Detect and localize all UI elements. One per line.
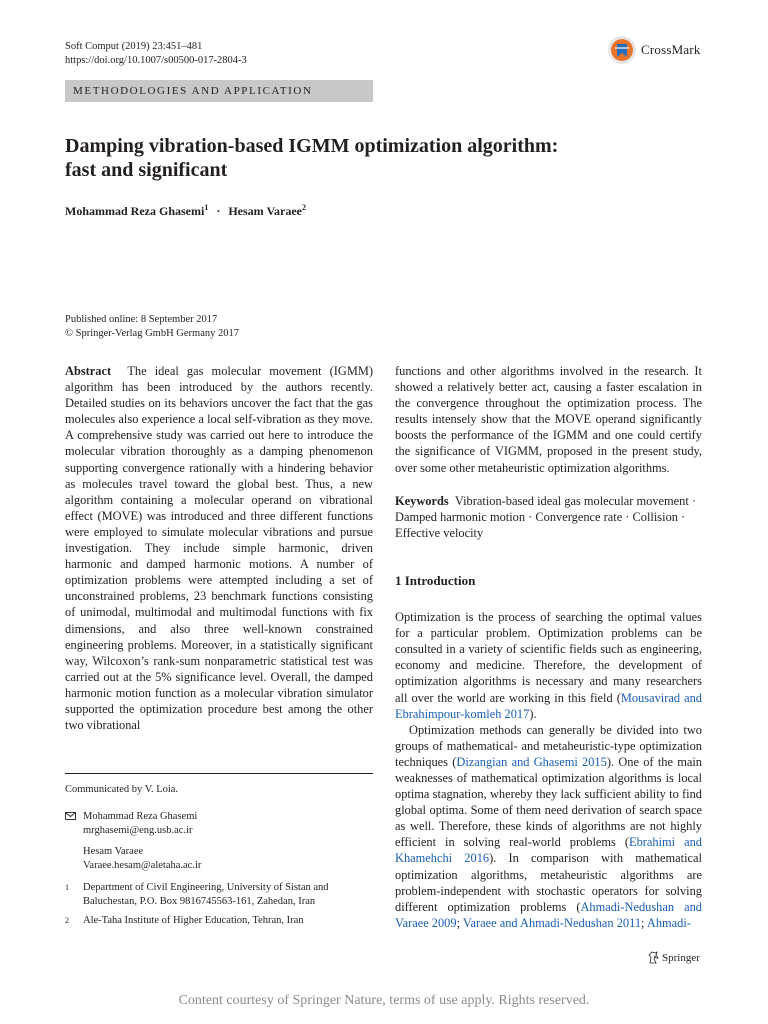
affiliation-marker: 2 <box>302 203 306 212</box>
paragraph-text: Optimization methods can generally be divided into two groups of mathematical- and metaheuristic-type optimization techniques ( <box>395 722 702 769</box>
title-line-2: fast and significant <box>65 159 228 181</box>
crossmark-label: CrossMark <box>641 42 701 57</box>
citation-link[interactable]: Ahmadi-Nedushan and Varaee 2009 <box>395 899 702 930</box>
abstract-text: The ideal gas molecular movement (IGMM) algorithm has been introduced by the authors recently. Detailed studies on its behaviors uncover the fact that the gas molecules also experience a local self-vibration as they move. A comprehensive study was carried out here to introduce the molecular vibration thoroughly as a damping phenomenon supporting convergence rationally with a hindering behavior as molecules travel toward the global best. Thus, a new algorithm containing a molecular operand on vibrational effect (MOVE) was introduced and three different functions were employed to simulate molecular vibrations and pursue investigation. They include simple harmonic, driven harmonic and damped harmonic motions. A number of optimization problems were attempted including a set of unconstrained problems, 23 benchmark functions consisting of unimodal, multimodal and multimodal functions with fix dimensions, and also three well-known constrained engineering problems. Moreover, in a statistically significant way, Wilcoxon’s rank-sum nonparametric statistical test was carried out at the 5% significance level. Overall, the damped harmonic motion function as a molecular vibration simulator supported the optimization procedure best among the other two vibrational <box>65 364 373 733</box>
citation-link[interactable]: Varaee and Ahmadi-Nedushan 2011 <box>462 915 642 930</box>
paragraph-text: Optimization is the process of searching the optimal values for a particular problem. Optimization problems can be consulted in a variety of scientific fields such as engineering, economy and medicine. Therefore, the development of optimization algorithms is necessary and many researchers all over the world are working in this field ( <box>395 610 702 705</box>
abstract <box>65 363 373 733</box>
keywords <box>395 493 702 541</box>
keywords-label: Keywords <box>395 493 449 508</box>
contact-entry <box>65 810 373 838</box>
paragraph-text: ). <box>529 706 537 721</box>
author-name[interactable]: Mohammad Reza Ghasemi <box>65 204 205 218</box>
section-heading-introduction: 1 Introduction <box>395 572 476 588</box>
copyright-notice: © Springer-Verlag GmbH Germany 2017 <box>65 328 239 339</box>
section-banner: METHODOLOGIES AND APPLICATION <box>65 80 373 102</box>
paper-title <box>65 134 685 182</box>
footnote-divider <box>65 773 373 774</box>
citation-link[interactable]: Ebrahimi and Khamehchi 2016 <box>395 835 702 866</box>
contact-name: Mohammad Reza Ghasemi <box>83 811 198 822</box>
affiliation-marker: 1 <box>204 203 209 212</box>
author-name[interactable]: Hesam Varaee <box>228 204 302 218</box>
courtesy-notice: Content courtesy of Springer Nature, terms of use apply. Rights reserved. <box>178 993 590 1008</box>
springer-horse-icon <box>648 951 659 964</box>
affiliation-text: Ale-Taha Institute of Higher Education, Tehran, Iran <box>83 915 304 926</box>
abstract-label: Abstract <box>65 364 112 378</box>
citation-separator: ; <box>456 915 463 930</box>
crossmark-badge[interactable] <box>607 32 712 68</box>
journal-info <box>65 40 247 68</box>
published-date: Published online: 8 September 2017 <box>65 314 218 325</box>
citation-link[interactable]: Mousavirad and Ebrahimpour-komleh 2017 <box>395 690 702 721</box>
affiliation-number: 2 <box>65 916 69 925</box>
paragraph-text: ). In comparison with mathematical optimization algorithms, metaheuristic algorithms are problem-independent with stochastic operators for solving different optimization problems ( <box>395 851 702 914</box>
contact-name: Hesam Varaee <box>83 846 144 857</box>
intro-paragraph-2 <box>395 722 702 931</box>
citation-link[interactable]: Dizangian and Ghasemi 2015 <box>456 754 607 769</box>
right-column <box>395 363 702 931</box>
citation-link[interactable]: Ahmadi- <box>646 915 691 930</box>
publisher-logo <box>648 951 700 964</box>
affiliations <box>65 881 373 933</box>
contact-block <box>65 810 373 873</box>
contact-email[interactable]: mrghasemi@eng.usb.ac.ir <box>83 825 193 836</box>
author-list <box>65 203 306 219</box>
affiliation-number: 1 <box>65 883 69 892</box>
envelope-icon <box>65 812 76 820</box>
affiliation-entry <box>65 881 373 909</box>
doi-link[interactable]: https://doi.org/10.1007/s00500-017-2804-3 <box>65 55 247 66</box>
publisher-name: Springer <box>662 951 700 964</box>
contact-entry <box>65 845 373 873</box>
communicated-by: Communicated by V. Loia. <box>65 784 179 795</box>
crossmark-icon <box>607 35 637 65</box>
affiliation-entry <box>65 914 373 928</box>
contact-email[interactable]: Varaee.hesam@aletaha.ac.ir <box>83 860 202 871</box>
journal-citation: Soft Comput (2019) 23:451–481 <box>65 41 203 52</box>
affiliation-text: Department of Civil Engineering, University of Sistan and Baluchestan, P.O. Box 9816745563-161, Zahedan, Iran <box>83 882 329 907</box>
abstract-continuation: functions and other algorithms involved in the research. It showed a relatively better act, causing a faster escalation in the convergence throughout the optimization process. The results intensely show that the MOVE operand significantly boosts the performance of the IGMM and one could certify the significance of VIGMM, proposed in the present study, over some other metaheuristic optimization algorithms. <box>395 364 702 475</box>
paragraph-text: ). One of the main weaknesses of mathematical optimization algorithms is local optima stagnation, whereby they lack sufficient ability to find global optima. Some of them need derivation of search space as well. Therefore, these kinds of algorithms are not highly efficient in solving real-world problems ( <box>395 754 702 850</box>
citation-separator: ; <box>641 915 647 930</box>
intro-paragraph-1 <box>395 609 702 722</box>
title-line-1: Damping vibration-based IGMM optimization algorithm: <box>65 135 559 157</box>
keywords-text: Vibration-based ideal gas molecular movement · Damped harmonic motion · Convergence rate · Collision · Effective velocity <box>395 493 697 540</box>
author-separator: · <box>216 204 221 218</box>
publication-info <box>65 313 239 341</box>
